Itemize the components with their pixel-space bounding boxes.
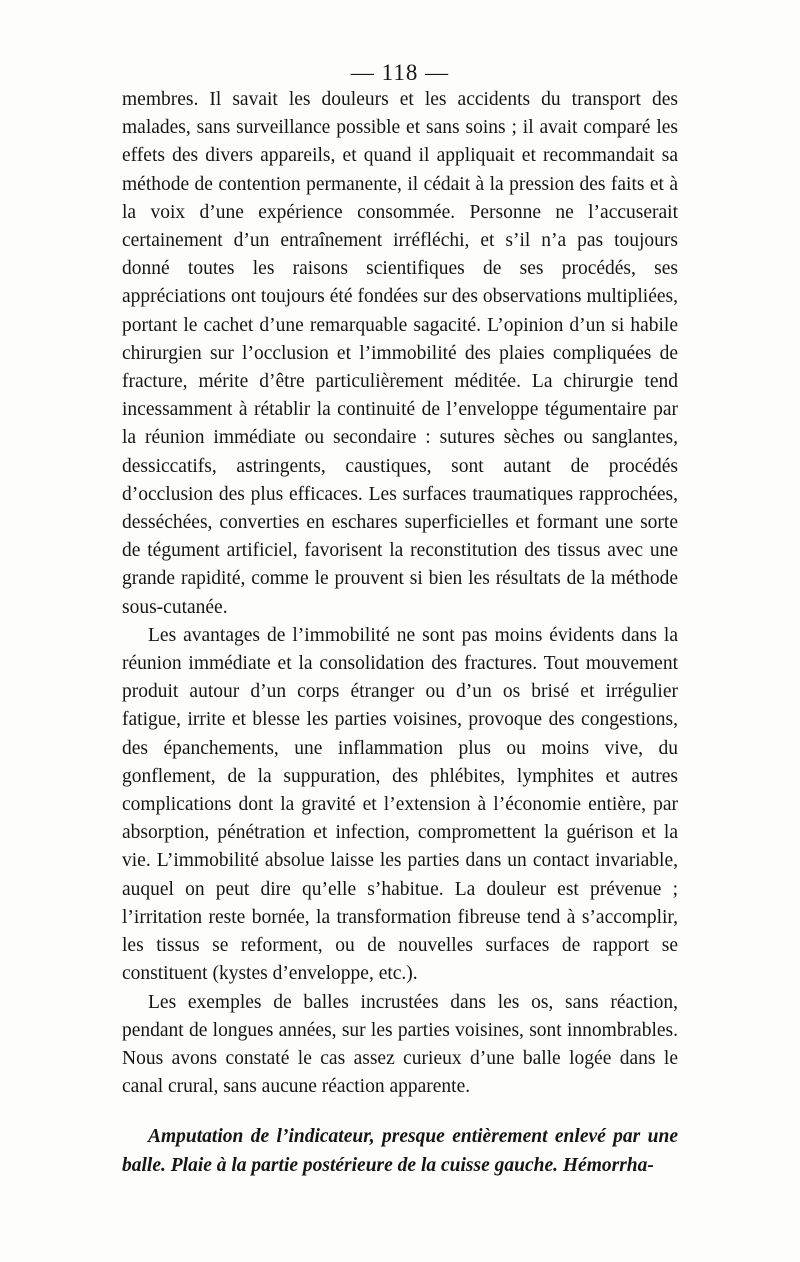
paragraph-continuation: membres. Il savait les douleurs et les accidents du transport des malades, sans surveillance possible et sans soins ; il avait comparé les effets des divers appareils, et quand il appliquait et recommandait sa méthode de contention permanente, il cédait à la pression des faits et à la voix d’une expérience consommée. Personne ne l’accuserait certainement d’un entraînement irréfléchi, et s’il n’a pas toujours donné toutes les raisons scientifiques de ses procédés, ses appréciations ont toujours été fondées sur des observations multipliées, portant le cachet d’une remarquable sagacité. L’opinion d’un si habile chirurgien sur l’occlusion et l’immobilité des plaies compliquées de fracture, mérite d’être particulièrement méditée. La chirurgie tend incessamment à rétablir la continuité de l’enveloppe tégumentaire par la réunion immédiate ou secondaire : sutures sèches ou sanglantes, dessiccatifs, astringents, caustiques, sont autant de procédés d’occlusion des plus efficaces. Les surfaces traumatiques rapprochées, desséchées, converties en eschares superficielles et formant une sorte de tégument artificiel, favorisent la reconstitution des tissus avec une grande rapidité, comme le prouvent si bien les résultats de la méthode sous-cutanée.	[122, 89, 678, 618]
paragraph-immobility: Les avantages de l’immobilité ne sont pas moins évidents dans la réunion immédiate et la consolidation des fractures. Tout mouvement produit autour d’un corps étranger ou d’un os brisé et irrégulier fatigue, irrite et blesse les parties voisines, provoque des congestions, des épanchements, une inflammation plus ou moins vive, du gonflement, de la suppuration, des phlébites, lymphites et autres complications dont la gravité et l’extension à l’économie entière, par absorption, pénétration et infection, compromettent la guérison et la vie. L’immobilité absolue laisse les parties dans un contact invariable, auquel on peut dire qu’elle s’habitue. La douleur est prévenue ; l’irritation reste bornée, la transformation fibreuse tend à s’accomplir, les tissus se reforment, ou de nouvelles surfaces de rapport se constituent (kystes d’enveloppe, etc.).	[122, 624, 678, 985]
paragraph-bullets: Les exemples de balles incrustées dans les os, sans réaction, pendant de longues années, sur les parties voisines, sont innombrables. Nous avons constaté le cas assez curieux d’une balle logée dans le canal crural, sans aucune réaction apparente.	[122, 991, 678, 1098]
case-heading: Amputation de l’indicateur, presque entièrement enlevé par une balle. Plaie à la partie postérieure de la cuisse gauche. Hémorrha-	[122, 1126, 678, 1176]
page-body	[122, 86, 678, 1180]
page-number: — 118 —	[350, 60, 450, 85]
